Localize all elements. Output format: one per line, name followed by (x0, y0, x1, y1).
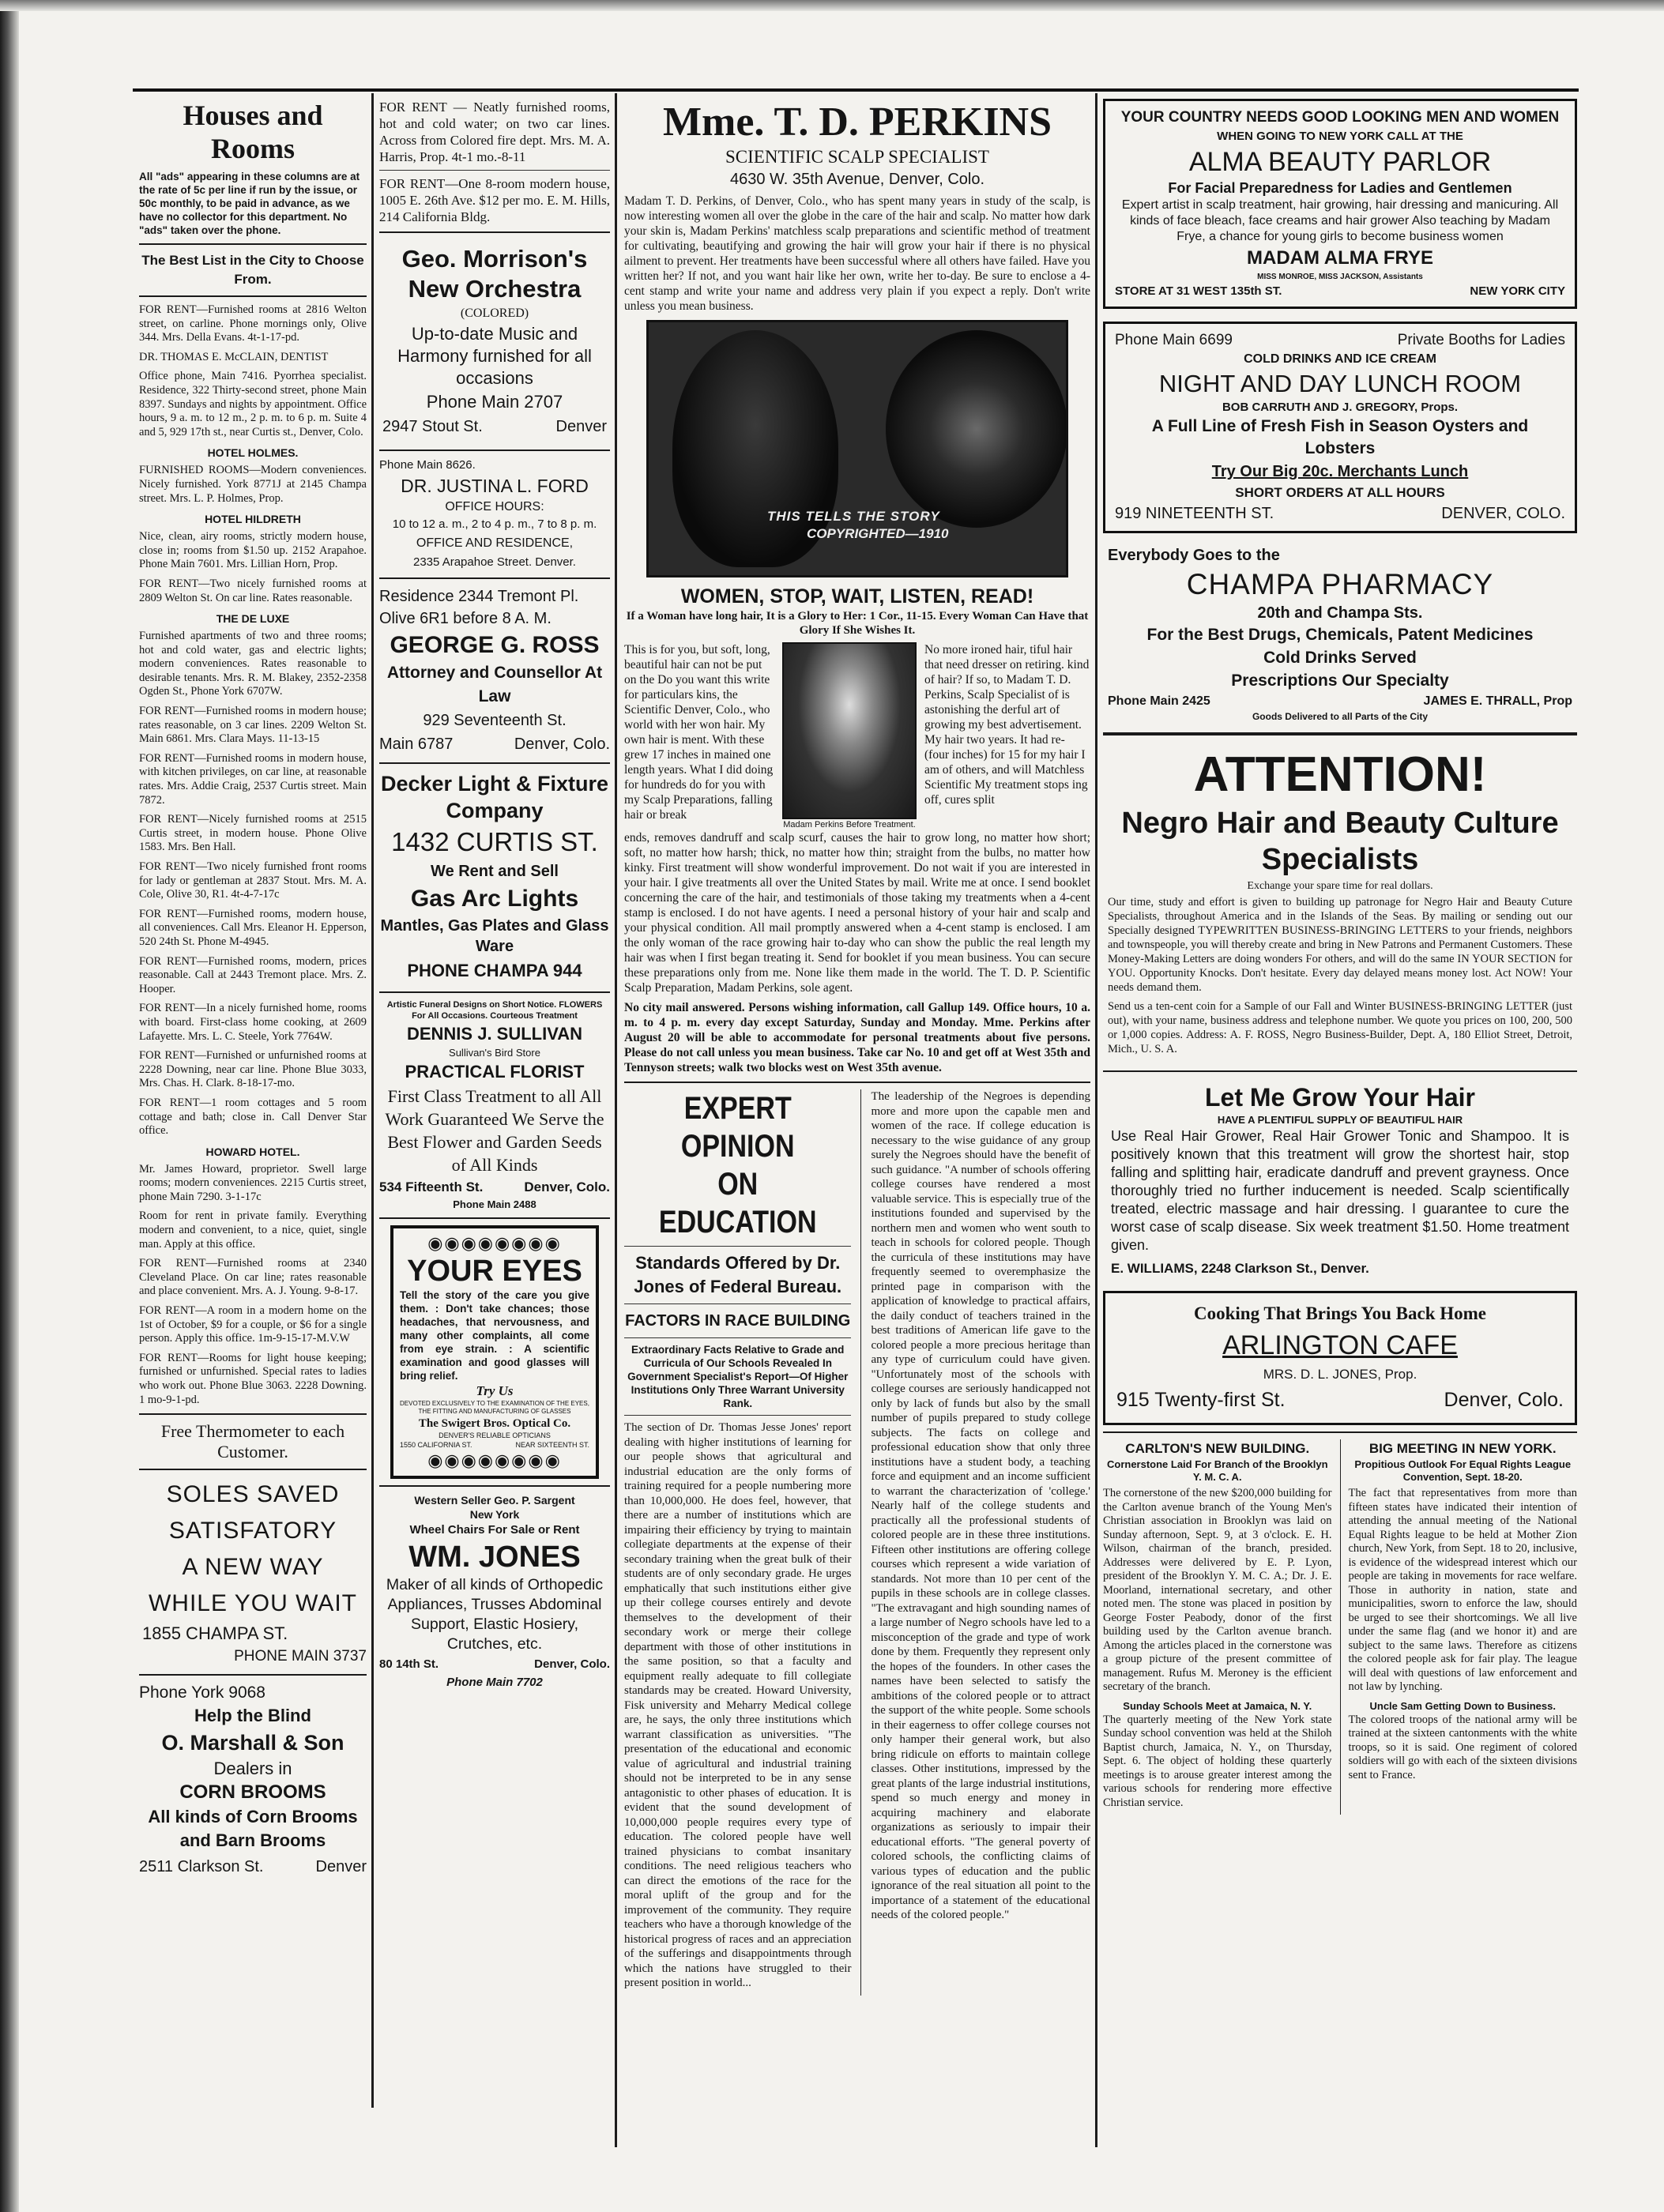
perkins-subtitle: SCIENTIFIC SCALP SPECIALIST (725, 147, 989, 167)
perkins-address: 4630 W. 35th Avenue, Denver, Colo. (729, 171, 985, 188)
lunch-fish: A Full Line of Fresh Fish in Season Oysters and Lobsters (1151, 417, 1529, 457)
jones-ad (379, 1493, 610, 1691)
alma-store-row (1115, 283, 1565, 300)
news-divider (1340, 1439, 1341, 1815)
blind-dealers: Dealers in (213, 1759, 292, 1779)
pharm-best: For the Best Drugs, Chemicals, Patent Medicines (1146, 626, 1534, 644)
expert-title-2: ON EDUCATION (658, 1167, 817, 1240)
alma-madam: MADAM ALMA FRYE (1247, 247, 1433, 269)
cafe-city: Denver, Colo. (1444, 1389, 1564, 1411)
classified-ad: FOR RENT—Furnished rooms in modern house; rates reasonable, on 3 car lines. 2209 Welton St. Main 6861. Mrs. Clara Mays. 11-13-15 (139, 705, 367, 746)
decker-address: 1432 CURTIS ST. (391, 827, 598, 856)
attention-ad (1103, 742, 1577, 1064)
standards-heading: Standards Offered by Dr. Jones of Federal Bureau. (634, 1253, 842, 1296)
ad-rates: All "ads" appearing in these columns are at the rate of 5c per line if run by the issue, or 50c monthly, to be paid in advance, as we have no collector for this department. No "ads" taken over the phone. (139, 171, 360, 236)
ross-phone-row (379, 732, 610, 756)
lunch-phone: Phone Main 6699 (1115, 332, 1233, 348)
decker-gas: Gas Arc Lights (410, 886, 579, 912)
carlton-article (1103, 1439, 1332, 1815)
hair-silhouette-right (886, 330, 1067, 528)
factors-heading: FACTORS IN RACE BUILDING (625, 1312, 851, 1330)
pharm-goods: Goods Delivered to all Parts of the City (1252, 711, 1429, 722)
perkins-body-full: ends, removes dandruff and scalp scurf, causes the hair to grow long, no matter how short; soft, no matter how harsh; thick, no matter how thin; straight from the bulbs, no matter how kinky. First treatment will show wonderful improvement. Do not wait if you are interested in your hair. I give treatments all over the United States by mail. Write me at once. I send booklet concerning the care of the hair, and testimonials of those taking my treatments when a 4-cent stamp is enclosed. I do not have agents. I need a personal history of your hair and scalp and your physical condition. All mail promptly answered when a 4-cent stamp is enclosed. I am the only woman of the race growing hair to-day who can show the public the real length my hair was when I first began treating it. Send for booklet if you mean business. You can secure these preparations only from me. None like them made in the world. The T. D. P. Scientific Scalp Preparation, Madam Perkins, sole agent. (624, 831, 1090, 995)
your-eyes-ad (390, 1225, 599, 1479)
lunch-city: DENVER, COLO. (1441, 505, 1565, 522)
small-photo-box (782, 642, 917, 830)
uncle-sam-heading: Uncle Sam Getting Down to Business. (1369, 1699, 1556, 1712)
big-meeting-article (1349, 1439, 1578, 1815)
eyes-try: Try Us (476, 1383, 514, 1398)
attention-sub: Negro Hair and Beauty Culture Specialists (1121, 807, 1559, 876)
cafe-address-row (1116, 1385, 1564, 1415)
lunch-address-row (1115, 502, 1565, 525)
blind-firm-name: O. Marshall & Son (161, 1731, 344, 1755)
cafe-address: 915 Twenty-first St. (1116, 1389, 1286, 1411)
alma-when: WHEN GOING TO NEW YORK CALL AT THE (1217, 130, 1463, 143)
column-houses-and-rooms (139, 99, 367, 2105)
pharm-name: CHAMPA PHARMACY (1186, 568, 1494, 600)
florist-ad (379, 999, 610, 1211)
alma-top: YOUR COUNTRY NEEDS GOOD LOOKING MEN AND WOMEN (1120, 109, 1560, 126)
jones-ny: New York (469, 1508, 520, 1521)
ross-name: GEORGE G. ROSS (390, 632, 600, 658)
women-stop-heading: WOMEN, STOP, WAIT, LISTEN, READ! (680, 585, 1034, 608)
soles-saved-ad (139, 1477, 367, 1622)
orchestra-address: 2947 Stout St. (382, 418, 483, 435)
carlton-body: The cornerstone of the new $200,000 building for the Carlton avenue branch of the Young Men's Christian association in Brooklyn was laid on Sunday afternoon, Sept. 9, at 3 o'clock. E. H. Wilson, chairman of the branch, presided. Addresses were delivered by E. P. Lyon, president of the Brooklyn Y. M. C. A.; Dr. J. E. Moorland, international secretary, and other noted men. The stone was placed in position by George Foster Peabody, donor of the first building used by the Carlton avenue branch. Among the articles placed in the cornerstone was a group picture of the present committee of management. Rufus M. Meroney is the efficient secretary of the branch. (1103, 1487, 1332, 1693)
pharm-sts: 20th and Champa Sts. (1257, 604, 1423, 622)
rent-ad-hills: FOR RENT—One 8-room modern house, 1005 E. 26th Ave. $12 per mo. E. M. Hills, 214 California Bldg. (379, 176, 610, 224)
ross-olive: Olive 6R1 before 8 A. M. (379, 610, 552, 627)
orchestra-title-1: Geo. Morrison's (401, 245, 588, 273)
grow-hair-ad (1103, 1078, 1577, 1281)
perkins-title: Mme. T. D. PERKINS (662, 100, 1052, 145)
classified-ad: FOR RENT—1 room cottages and 5 room cottage and bath; close in. Call Denver Star office. (139, 1096, 367, 1138)
ford-ad (379, 457, 610, 571)
carlton-sunday: Sunday Schools Meet at Jamaica, N. Y. (1123, 1699, 1312, 1712)
attention-exchange: Exchange your spare time for real dollars. (1247, 880, 1433, 892)
lunch-room-ad (1103, 322, 1577, 533)
eyes-address-row (400, 1440, 589, 1450)
pharm-cold: Cold Drinks Served (1263, 649, 1417, 667)
blind-phone: Phone York 9068 (139, 1683, 265, 1702)
news-row (1103, 1439, 1577, 1815)
column-rule-3 (1095, 93, 1097, 2147)
classified-ad: FOR RENT—Furnished rooms at 2816 Welton street, on carline. Phone mornings only, Olive 344. Mrs. Della Evans. 4t-1-17-pd. (139, 303, 367, 344)
eyes-border-icon: ◉◉◉◉◉◉◉◉ (427, 1450, 562, 1470)
cor-verse: If a Woman have long hair, It is a Glory to Her: 1 Cor., 11-15. Every Woman Can Have that Glory If She Wishes It. (626, 610, 1089, 637)
ford-name: DR. JUSTINA L. FORD (401, 476, 589, 496)
soles-address: 1855 CHAMPA ST. (142, 1623, 288, 1644)
top-rule (133, 88, 1579, 92)
ross-city: Denver, Colo. (514, 735, 610, 753)
perkins-no-city: No city mail answered. Persons wishing information, call Gallup 149. Office hours, 10 a. m. to 4 p. m. every day except Saturday, Sunday and Monday. Mme. Perkins after August 20 will be able to accommodate for personal treatments about five persons. Please do not call unless you mean business. Take car No. 10 and get off at West 35th and Tennyson streets; walk two blocks west on West 35th avenue. (624, 1001, 1090, 1074)
education-divider (860, 1089, 861, 1996)
page-top-edge (0, 0, 1664, 11)
rent-ad-harris: FOR RENT — Neatly furnished rooms, hot and cold water; on two car lines. Across from Colored fire dept. Mrs. M. A. Harris, Prop. 4t-1 mo.-8-11 (379, 100, 610, 164)
ross-residence: Residence 2344 Tremont Pl. (379, 588, 579, 605)
classified-ad: FOR RENT—Two nicely furnished front rooms for lady or gentleman at 2837 Stout. Mrs. M. A. Cole, Olive 30, R1. 4t-4-7-17c (139, 860, 367, 901)
soles-line: SATISFATORY (168, 1518, 337, 1544)
jones-city: Denver, Colo. (534, 1657, 610, 1671)
soles-line: SOLES SAVED (166, 1481, 340, 1508)
orchestra-address-row (382, 415, 607, 438)
classified-ad: Room for rent in private family. Everything modern and convenient, to a nice, quiet, single man. Apply at this office. (139, 1209, 367, 1251)
classified-ad: FOR RENT—Rooms for light house keeping; furnished or unfurnished. Special rates to ladies who work out. Phone Blue 3063. 2228 Downing. 1 mo-9-1-pd. (139, 1351, 367, 1406)
uncle-sam-body: The colored troops of the national army will be trained at the sixteen cantonments with the white troops, so it is said. One regiment of colored soldiers will go with each of the sixteen divisions sent to France. (1348, 1713, 1577, 1781)
florist-name: DENNIS J. SULLIVAN (406, 1024, 583, 1044)
classified-ad: FOR RENT—Furnished rooms, modern, prices reasonable. Call at 2443 Tremont place. Mrs. Z. Hooper. (139, 954, 367, 995)
perkins-body-row (624, 642, 1090, 830)
jones-phone: Phone Main 7702 (446, 1676, 543, 1689)
lunch-try: Try Our Big 20c. Merchants Lunch (1211, 463, 1469, 480)
ford-hours-label: OFFICE HOURS: (445, 500, 544, 514)
eyes-firm2: DENVER'S RELIABLE OPTICIANS (439, 1431, 551, 1439)
lunch-props: BOB CARRUTH AND J. GREGORY, Props. (1222, 401, 1459, 414)
classified-ad: FOR RENT—A room in a modern home on the 1st of October, $9 for a couple, or $6 for a single person. Apply this office. 1m-9-15-17-M.V.W (139, 1304, 367, 1345)
alma-assistants: MISS MONROE, MISS JACKSON, Assistants (1257, 273, 1423, 281)
extraordinary-sub: Extraordinary Facts Relative to Grade and Curricula of Our Schools Revealed In Government Specialist's Report—Of Higher Institutions Only Three Warrant University Rank. (627, 1344, 849, 1409)
expert-title-1: EXPERT OPINION (680, 1091, 795, 1164)
cafe-top: Cooking That Brings You Back Home (1194, 1304, 1486, 1323)
orchestra-city: Denver (555, 418, 607, 435)
ross-title: Attorney and Counsellor At Law (386, 664, 603, 705)
education-body-right: The leadership of the Negroes is depending more and more upon the capable men and women of the race. If college education is necessary to the wise guidance of any group surely the Negroes should have the benefit of such guidance. "A number of schools offering college courses have rendered a most valuable service. This is especially true of the institutions founded and supervised by the northern men and women who went south to teach in schools for colored people. Though the curricula of these institutions may have frequently seemed to overemphasize the printed page in comparison with the application of knowledge to practical affairs, the daily conduct of teachers trained in the best traditions of American life gave to the colored people a more precious heritage than any type of curriculum could have given. "Unfortunately most of the schools with college courses are seriously handicapped not only by lack of funds but also by the small number of pupils prepared to study college subjects. The facts on college and professional education show that only three institutions have a student body, a teaching force and equipment and an income sufficient to warrant the characterization of 'college.' Nearly half of the college students and practically all the professional students of colored people are in these three institutions. Fifteen other institutions are offering college courses which represent a wide variation of standards. Not more than 10 per cent of the pupils in these schools are in college classes. "The extravagant and high sounding names of a large number of Negro schools have led to a misconception of the grade and type of work done by them. Frequently they represent only the hopes of the founders. In other cases the names have been selected to satisfy the ambitions of the colored people or to attract the support of the white people. Some schools in their eagerness to offer college courses not only hamper their general work, but also bring ridicule on efforts to maintain college classes. Other institutions, impressed by the great plants of the large industrial institutions, spend so much energy and money in acquiring machinery and elaborate organizations as seriously to impair their educational efforts. "The general poverty of colored schools, the conflicting claims of various types of education and the public ignorance of the real situation all point to the importance of a statement of the educational needs of the colored people." (871, 1090, 1090, 1921)
big-meeting-body: The fact that representatives from more than fifteen states have indicated their intention of attending the annual meeting of the National Equal Rights league to be held at Mother Zion church, New York, from Sept. 18 to 20, inclusive, is evidence of the widespread interest which our people are taking in movements for race welfare. Those in authority in nation, state and municipalities, sworn to enforce the law, should be urged to see their shortcomings. We all live under the same flag (and we honor it) and are subject to the same laws. Therefore as citizens the colored people ask for fair play. The league will deal with questions of law enforcement and not law by lynching. (1348, 1487, 1577, 1693)
blind-city: Denver (315, 1858, 367, 1876)
perkins-body-left: This is for you, but soft, long, beautiful hair can not be put on the Do you want this write for particulars kins, the Scientific Denver, Colo., who world with her won hair. My own hair is ment. With these grew 17 inches in mained one length years. What I did doing for hundreds do for you with my Scalp Preparations, falling hair or break (624, 643, 774, 822)
free-thermometer: Free Thermometer to each Customer. (160, 1421, 345, 1462)
eyes-near: NEAR SIXTEENTH ST. (515, 1441, 589, 1449)
houses-rooms-title: Houses and Rooms (183, 100, 323, 164)
ross-ad (379, 585, 610, 756)
column-perkins-education (624, 99, 1090, 2129)
pharm-rx: Prescriptions Our Specialty (1231, 672, 1449, 690)
lunch-booths: Private Booths for Ladies (1397, 332, 1565, 348)
alma-city: NEW YORK CITY (1470, 284, 1565, 298)
classified-heading: HOTEL HOLMES. (207, 446, 299, 460)
blind-help: Help the Blind (194, 1706, 311, 1726)
grow-body: Use Real Hair Grower, Real Hair Grower Tonic and Shampoo. It is positively known that this treatment will grow the shortest hair, stop falling and splitting hair, eradicate dandruff and prevent grayness. Once thoroughly tried no further inducement is needed. Scalp scientifically treated, electric massage and hair dressing. I guarantee to cure the worst case of scalp disease. Six week treatment $1.50. Home treatment given. (1111, 1128, 1569, 1253)
big-meeting-heading: BIG MEETING IN NEW YORK. (1368, 1441, 1557, 1456)
classified-ad: Mr. James Howard, proprietor. Swell large rooms; modern conveniences. 2215 Curtis street, phone Main 7290. 3-1-17c (139, 1162, 367, 1203)
decker-ad (379, 770, 610, 985)
orchestra-ad (379, 239, 610, 443)
lunch-name: NIGHT AND DAY LUNCH ROOM (1158, 370, 1522, 397)
pharm-phone: Phone Main 2425 (1108, 694, 1210, 708)
classified-ad: FOR RENT—Nicely furnished rooms at 2515 Curtis street, in modern house. Phone Olive 1583. Mrs. Ben Hall. (139, 813, 367, 854)
ford-office: OFFICE AND RESIDENCE, (416, 536, 574, 550)
pharm-every: Everybody Goes to the (1108, 547, 1280, 564)
blind-address: 2511 Clarkson St. (139, 1858, 264, 1876)
alma-store: STORE AT 31 WEST 135th ST. (1115, 284, 1282, 298)
cafe-name: ARLINGTON CAFE (1222, 1330, 1458, 1360)
soles-line: A NEW WAY (182, 1554, 324, 1581)
column-rule-2 (615, 93, 617, 2147)
jones-address-row (379, 1654, 610, 1675)
grow-sub: HAVE A PLENTIFUL SUPPLY OF BEAUTIFUL HAIR (1217, 1114, 1463, 1126)
classified-ad: FOR RENT—Furnished rooms in modern house, with kitchen privileges, on car line, at reasonable rates. Mrs. Addie Craig, 2537 Curtis street. Main 7872. (139, 751, 367, 807)
decker-phone: PHONE CHAMPA 944 (407, 961, 582, 980)
classified-ad: FOR RENT—Furnished rooms at 2340 Cleveland Place. On car line; rates reasonable and place convenient. Mrs. A. J. Young. 9-8-17. (139, 1257, 367, 1298)
attention-title: ATTENTION! (1193, 747, 1487, 802)
orchestra-phone: Phone Main 2707 (426, 392, 563, 412)
education-left (624, 1089, 851, 1996)
ford-phone: Phone Main 8626. (379, 458, 476, 472)
soles-phone: PHONE MAIN 3737 (234, 1648, 367, 1665)
classified-ad: DR. THOMAS E. McCLAIN, DENTIST (139, 350, 329, 363)
perkins-before-photo (782, 642, 917, 819)
attention-send: Send us a ten-cent coin for a Sample of our Fall and Winter BUSINESS-BRINGING LETTER (just out), with your name, business address and telephone number. We quote you prices on 100, 200, 500 or 1,000 copies. Address: A. F. ROSS, Negro Business-Builder, Dept. A, 180 Elliot Street, Detroit, Mich., U. S. A. (1108, 1000, 1572, 1055)
carlton-sunday-body: The quarterly meeting of the New York state Sunday school convention was held at the Shiloh Baptist church, Jamaica, N. Y., on Thursday, Sept. 6. The object of holding these quarterly meetings is to arouse greater interest among the various schools for rendering more effective Christian service. (1103, 1713, 1332, 1809)
florist-title: PRACTICAL FLORIST (405, 1062, 585, 1082)
decker-title: Decker Light & Fixture Company (380, 772, 609, 822)
perkins-intro: Madam T. D. Perkins, of Denver, Colo., who has spent many years in study of the scalp, is now interesting women all over the globe in the care of the hair and scalp. No matter how dark your skin is, Madam Perkins' matchless scalp preparations and scientific method of treatment for cultivating, beautifying and growing the hair will grow your hair if there is no physical ailment to prevent. Her treatments have been successful where all others have failed. Have you written her? If not, and you want hair like her own, write her to-day. Be sure to enclose a 4-cent stamp and write your name and address very plain if you expect a reply. Don't write unless you mean business. (624, 194, 1090, 313)
photo-copyright: COPYRIGHTED—1910 (807, 526, 949, 541)
florist-city: Denver, Colo. (524, 1179, 610, 1194)
classified-heading: THE DE LUXE (216, 612, 290, 626)
column-rule-1 (371, 93, 374, 2108)
small-photo-caption: Madam Perkins Before Treatment. (783, 820, 916, 830)
classified-ad: FOR RENT—In a nicely furnished home, rooms with board. First-class home cooking, at 2609 Lafayette. Mrs. L. C. Steele, York 7764W. (139, 1002, 367, 1043)
lunch-short: SHORT ORDERS AT ALL HOURS (1235, 485, 1445, 500)
perkins-photo (646, 320, 1068, 577)
jones-name: WM. JONES (408, 1540, 581, 1574)
florist-phone: Phone Main 2488 (453, 1198, 536, 1210)
ford-hours: 10 to 12 a. m., 2 to 4 p. m., 7 to 8 p. m. (392, 517, 597, 531)
classified-heading: HOWARD HOTEL. (205, 1145, 300, 1158)
lunch-top-row (1115, 330, 1565, 351)
soles-line: WHILE YOU WAIT (148, 1590, 358, 1617)
decker-rent: We Rent and Sell (431, 863, 559, 880)
attention-body: Our time, study and effort is given to building up patronage for Negro Hair and Beauty Cuture Specialists, throughout America and in the Islands of the Seas. By mailing or sending out our Specially designed TYPEWRITTEN BUSINESS-BRINGING LETTERS to your friends, neighbors and townspeople, you will thereby create and bring in New Patrons and Permanent Customers. These Money-Making Letters are doing wonders For others, and will do the same IN YOUR SECTION for YOU. Opportunity Knocks. Don't hesitate. Every day delayed means money lost. Act NOW! Your needs demand them. (1108, 896, 1572, 994)
ross-main: Main 6787 (379, 735, 454, 753)
lunch-cold: COLD DRINKS AND ICE CREAM (1244, 352, 1436, 366)
carlton-sub: Cornerstone Laid For Branch of the Brooklyn Y. M. C. A. (1106, 1458, 1328, 1483)
jones-address: 80 14th St. (379, 1657, 439, 1671)
lunch-address: 919 NINETEENTH ST. (1115, 505, 1274, 522)
eyes-devoted: DEVOTED EXCLUSIVELY TO THE EXAMINATION OF THE EYES, THE FITTING AND MANUFACTURING OF GLASSES (400, 1400, 589, 1415)
jones-chairs: Wheel Chairs For Sale or Rent (409, 1523, 580, 1537)
alma-name: ALMA BEAUTY PARLOR (1188, 147, 1492, 177)
eyes-title: YOUR EYES (407, 1255, 582, 1288)
florist-address-row (379, 1176, 610, 1198)
arlington-cafe-ad (1103, 1291, 1577, 1425)
cafe-prop: MRS. D. L. JONES, Prop. (1263, 1367, 1417, 1382)
blind-all-kinds: All kinds of Corn Brooms and Barn Brooms (148, 1807, 358, 1851)
classified-ad: Nice, clean, airy rooms, strictly modern house, close in; rooms from $1.50 up. 2152 Arapahoe. Phone Main 7601. Mrs. Lillian Horn, Prop. (139, 530, 367, 571)
best-list-heading: The Best List in the City to Choose From. (141, 253, 364, 287)
classified-ad: FOR RENT—Furnished rooms, modern house, all conveniences. Call Mrs. Eleanor H. Epperson, 520 24th St. Phone M-4945. (139, 907, 367, 948)
alma-facial: For Facial Preparedness for Ladies and Gentlemen (1168, 180, 1512, 196)
ross-address: 929 Seventeenth St. (423, 712, 567, 729)
jones-top: Western Seller Geo. P. Sargent (414, 1494, 575, 1507)
alma-body: Expert artist in scalp treatment, hair growing, hair dressing and manicuring. All kinds of face bleach, face creams and hair grower Also teaching by Madam Frye, a chance for young girls to become business women (1121, 198, 1559, 243)
alma-beauty-ad (1103, 99, 1577, 309)
pharm-prop: JAMES E. THRALL, Prop (1423, 694, 1572, 708)
page-edge-shadow (0, 0, 19, 2212)
eyes-border-icon: ◉◉◉◉◉◉◉◉ (427, 1233, 562, 1253)
photo-caption: THIS TELLS THE STORY (767, 509, 940, 524)
orchestra-body: Up-to-date Music and Harmony furnished for all occasions (397, 324, 592, 388)
grow-title: Let Me Grow Your Hair (1205, 1083, 1475, 1112)
classified-ad: Office phone, Main 7416. Pyorrhea specialist. Residence, 322 Thirty-second street, phone Main 8397. Sundays and nights by appointment. Office hours, 9 a. m. to 12 m., 2 p. m. to 6 p. m. Suite 4 and 5, 929 17th st., near Curtis st., Denver, Colo. (139, 370, 367, 438)
florist-store: Sullivan's Bird Store (449, 1047, 540, 1059)
florist-body: First Class Treatment to all All Work Guaranteed We Serve the Best Flower and Garden Seeds of All Kinds (385, 1086, 604, 1175)
orchestra-colored: (COLORED) (460, 307, 529, 320)
classified-ad: FOR RENT—Furnished or unfurnished rooms at 2228 Downing, near car line. Phone Blue 3033, Mrs. Chas. H. Clark. 8-18-17-mo. (139, 1049, 367, 1090)
classified-ad: FURNISHED ROOMS—Modern conveniences. Nicely furnished. York 8771J at 2145 Champa street. Mrs. L. P. Holmes, Prop. (139, 464, 367, 505)
pharm-phone-row (1108, 693, 1572, 710)
eyes-body: Tell the story of the care you give them. : Don't take chances; those headaches, that nervousness, and many other complaints, all come from eye strain. : A scientific examination and good glasses will bring relief. (400, 1289, 589, 1382)
decker-mantles: Mantles, Gas Plates and Glass Ware (380, 917, 609, 955)
classified-ads-list (139, 303, 367, 1407)
column-ads-news (1103, 99, 1577, 2129)
education-body-left: The section of Dr. Thomas Jesse Jones' report dealing with higher institutions of learning for our people shows that agricultural and industrial education are the only forms of training required for a people numbering more than 10,000,000. He does feel, however, that there are a number of institutions which are impairing their efficiency by trying to maintain collegiate departments at the expense of their secondary training when the great bulk of their students are of only secondary grade. He urges emphatically that such institutions either give up their college courses entirely and devote themselves to the development of their secondary work or merge their college department with those of other institutions in the same position, so that a faculty and equipment really adequate to fill collegiate standards may be created. Howard University, Fisk university and Meharry Medical college are, he says, the only three institutions which warrant classification as universities. "The presentation of the educational and economic value of agricultural and industrial training should not be interpreted to be in any sense antagonistic to other phases of education. It is evident that the sound development of 10,000,000 people requires every type of education. The colored people have well trained physicians to combat insanitary conditions. The need religious teachers who can direct the emotions of the race for the moral uplift of the group and for the improvement of the community. They require teachers who have a thorough knowledge of the historical progress of races and an appreciation of the sufferings and disappointments through which the nations have struggled to their present position in world... (624, 1421, 852, 1989)
education-right (871, 1089, 1090, 1996)
classified-ad: FOR RENT—Two nicely furnished rooms at 2809 Welton St. On car line. Rates reasonable. (139, 577, 367, 604)
classified-ad: Furnished apartments of two and three rooms; hot and cold water, gas and electric lights; modern conveniences. Rates reasonable to desirable tenants. Mrs. R. M. Blakey, 2352-2358 Ogden St., Phone York 6707W. (139, 630, 367, 698)
blind-corn: CORN BROOMS (179, 1781, 326, 1804)
blind-address-row (139, 1853, 367, 1881)
champa-pharmacy-ad (1103, 541, 1577, 726)
column-business-cards (379, 99, 610, 2121)
carlton-heading: CARLTON'S NEW BUILDING. (1125, 1441, 1310, 1456)
classified-heading: HOTEL HILDRETH (205, 513, 301, 526)
florist-top: Artistic Funeral Designs on Short Notice. FLOWERS For All Occasions. Courteous Treatment (386, 1000, 603, 1021)
grow-name: E. WILLIAMS, 2248 Clarkson St., Denver. (1111, 1261, 1369, 1276)
big-meeting-sub: Propitious Outlook For Equal Rights League Convention, Sept. 18-20. (1354, 1458, 1572, 1483)
florist-address: 534 Fifteenth St. (379, 1179, 484, 1194)
ford-address: 2335 Arapahoe Street. Denver. (413, 555, 576, 569)
eyes-firm: The Swigert Bros. Optical Co. (418, 1417, 571, 1430)
eyes-address: 1550 CALIFORNIA ST. (400, 1441, 472, 1449)
jones-body: Maker of all kinds of Orthopedic Appliances, Trusses Abdominal Support, Elastic Hosiery, Crutches, etc. (386, 1576, 604, 1653)
orchestra-title-2: New Orchestra (408, 275, 582, 303)
education-article (624, 1089, 1090, 1996)
perkins-body-right: No more ironed hair, tiful hair that need dresser on retiring. kind of hair? If so, to Madam T. D. Perkins, Scalp Specialist of is astonishing the derful art of growing my best advertisement. My hair two years. It had re- (four inches) for 15 for my hair I am of others, and will Matchless Scientific My treatment stops ing off, cures split (924, 643, 1090, 807)
